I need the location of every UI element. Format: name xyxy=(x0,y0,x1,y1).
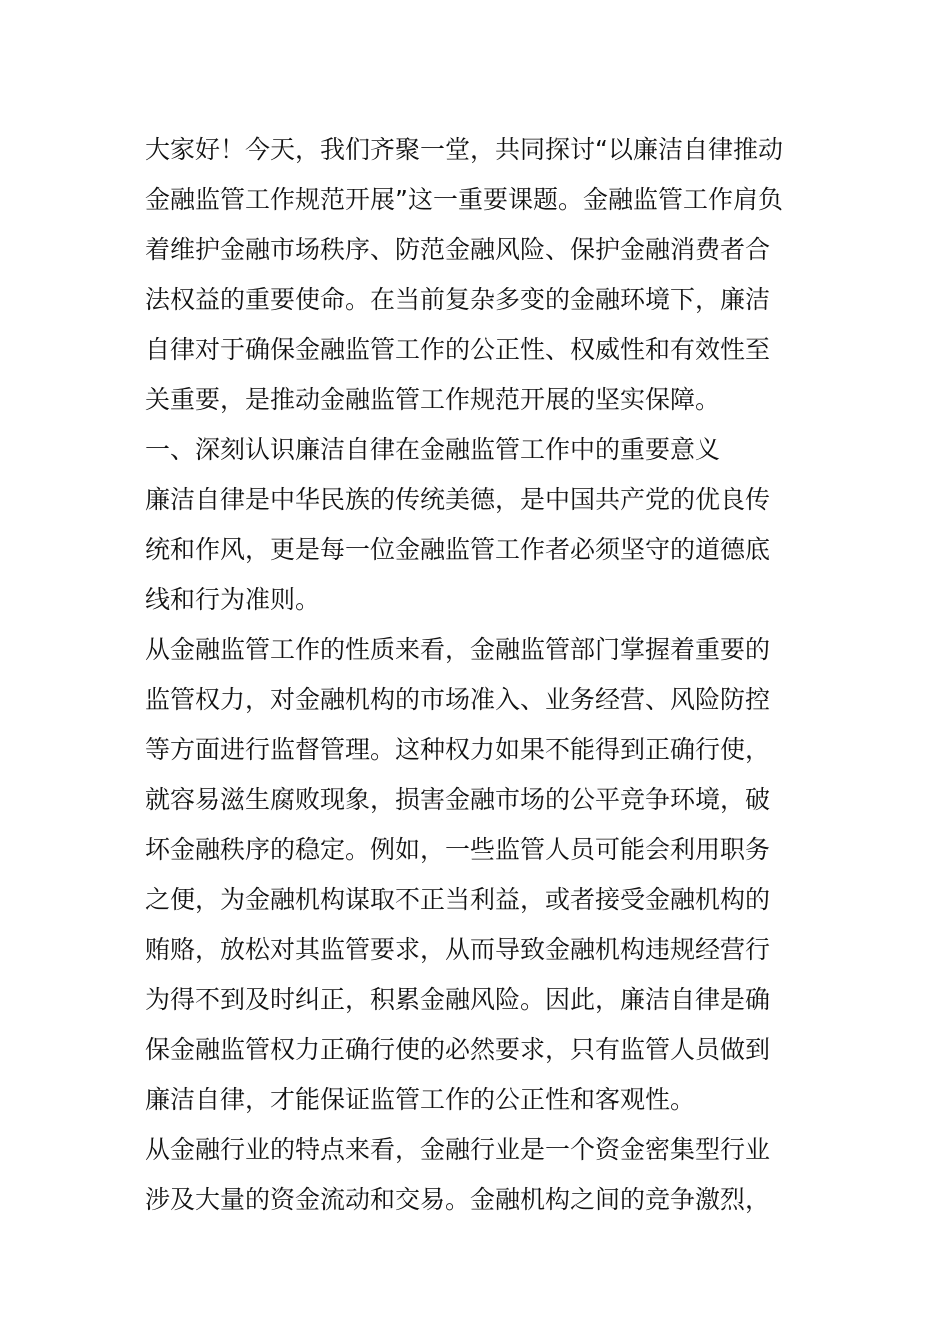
paragraph-nature-line-10: 廉洁自律，才能保证监管工作的公正性和客观性。 xyxy=(145,1085,696,1114)
paragraph-intro-line-5: 自律对于确保金融监管工作的公正性、权威性和有效性至 xyxy=(145,335,771,364)
paragraph-nature-line-5: 坏金融秩序的稳定。例如，一些监管人员可能会利用职务 xyxy=(145,835,771,864)
paragraph-nature-line-8: 为得不到及时纠正，积累金融风险。因此，廉洁自律是确 xyxy=(145,985,771,1014)
paragraph-virtue-line-3: 线和行为准则。 xyxy=(145,585,321,614)
paragraph-virtue-line-1: 廉洁自律是中华民族的传统美德，是中国共产党的优良传 xyxy=(145,485,771,514)
paragraph-industry-line-2: 涉及大量的资金流动和交易。金融机构之间的竞争激烈， xyxy=(145,1185,771,1214)
paragraph-nature-line-9: 保金融监管权力正确行使的必然要求，只有监管人员做到 xyxy=(145,1035,771,1064)
section-heading-1: 一、深刻认识廉洁自律在金融监管工作中的重要意义 xyxy=(145,435,721,464)
paragraph-nature-line-1: 从金融监管工作的性质来看，金融监管部门掌握着重要的 xyxy=(145,635,771,664)
paragraph-industry-line-1: 从金融行业的特点来看，金融行业是一个资金密集型行业 xyxy=(145,1135,771,1164)
paragraph-nature-line-3: 等方面进行监督管理。这种权力如果不能得到正确行使， xyxy=(145,735,771,764)
paragraph-nature-line-7: 贿赂，放松对其监管要求，从而导致金融机构违规经营行 xyxy=(145,935,771,964)
paragraph-intro-line-6: 关重要，是推动金融监管工作规范开展的坚实保障。 xyxy=(145,385,721,414)
document-body xyxy=(145,125,810,1225)
paragraph-intro-line-2: 金融监管工作规范开展”这一重要课题。金融监管工作肩负 xyxy=(145,185,783,214)
paragraph-nature-line-4: 就容易滋生腐败现象，损害金融市场的公平竞争环境，破 xyxy=(145,785,771,814)
paragraph-virtue-line-2: 统和作风，更是每一位金融监管工作者必须坚守的道德底 xyxy=(145,535,771,564)
paragraph-intro-line-4: 法权益的重要使命。在当前复杂多变的金融环境下，廉洁 xyxy=(145,285,771,314)
paragraph-nature-line-2: 监管权力，对金融机构的市场准入、业务经营、风险防控 xyxy=(145,685,771,714)
paragraph-nature-line-6: 之便，为金融机构谋取不正当利益，或者接受金融机构的 xyxy=(145,885,771,914)
paragraph-intro-line-3: 着维护金融市场秩序、防范金融风险、保护金融消费者合 xyxy=(145,235,771,264)
paragraph-intro-line-1: 大家好！今天，我们齐聚一堂，共同探讨“以廉洁自律推动 xyxy=(145,135,783,164)
